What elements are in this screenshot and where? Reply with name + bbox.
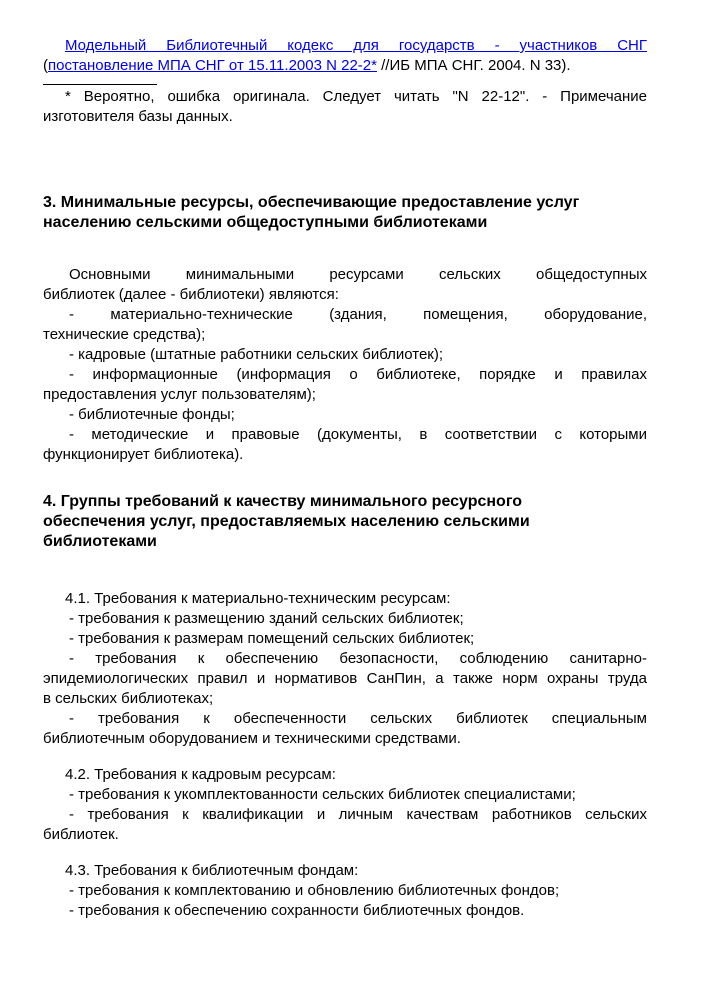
s43-line-3: - требования к обеспечению сохранности библиотечных фондов. [69, 902, 525, 919]
s42-line-2: - требования к укомплектованности сельских библиотек специалистами; [69, 786, 576, 803]
s41-line-2: - требования к размещению зданий сельских библиотек; [69, 610, 464, 627]
s42-line-4: библиотек. [43, 826, 119, 843]
s3-line-1: Основными минимальными ресурсами сельских общедоступных [69, 266, 647, 283]
section-4-2 [43, 765, 647, 845]
s41-line-7: - требования к обеспеченности сельских библиотек специальным [69, 710, 647, 727]
section-3-title [43, 193, 647, 233]
s42-line-3: - требования к квалификации и личным качествам работников сельских [69, 806, 647, 823]
section-4-title-line-2: обеспечения услуг, предоставляемых населению сельскими [43, 513, 530, 530]
footnote-line-2: изготовителя базы данных. [43, 108, 233, 125]
section-3-title-line-1: 3. Минимальные ресурсы, обеспечивающие предоставление услуг [43, 194, 580, 211]
s3-line-5: - кадровые (штатные работники сельских библиотек); [69, 346, 444, 363]
s3-line-3: - материально-технические (здания, помещения, оборудование, [69, 306, 647, 323]
s42-line-1: 4.2. Требования к кадровым ресурсам: [65, 766, 336, 783]
s41-line-5: эпидемиологических правил и нормативов СанПин, а также норм охраны труда [43, 670, 647, 687]
section-3-body [43, 265, 647, 465]
s3-line-8: - библиотечные фонды; [69, 406, 235, 423]
s41-line-6: в сельских библиотеках; [43, 690, 214, 707]
section-4-title-line-1: 4. Группы требований к качеству минимального ресурсного [43, 493, 523, 510]
s3-line-6: - информационные (информация о библиотеке, порядке и правилах [69, 366, 647, 383]
paren-open: ( [43, 57, 48, 74]
s3-line-9: - методические и правовые (документы, в соответствии с которыми [69, 426, 647, 443]
s3-line-10: функционирует библиотека). [43, 446, 244, 463]
footnote-line-1: * Вероятно, ошибка оригинала. Следует читать "N 22-12". - Примечание [65, 88, 647, 105]
source-reference-line-2 [43, 56, 647, 76]
s41-line-1: 4.1. Требования к материально-техническим ресурсам: [65, 590, 451, 607]
s3-line-7: предоставления услуг пользователям); [43, 386, 316, 403]
mpa-resolution-link[interactable]: постановление МПА СНГ от 15.11.2003 N 22-2* [48, 57, 377, 74]
section-4-1 [43, 589, 647, 749]
footnote-divider [43, 84, 157, 85]
s43-line-2: - требования к комплектованию и обновлению библиотечных фондов; [69, 882, 560, 899]
reference-rest: //ИБ МПА СНГ. 2004. N 33). [376, 57, 571, 74]
s41-line-3: - требования к размерам помещений сельских библиотек; [69, 630, 475, 647]
document-page [43, 36, 647, 921]
model-library-code-link[interactable]: Модельный Библиотечный кодекс для государств - участников СНГ [65, 37, 647, 54]
section-4-title-line-3: библиотеками [43, 533, 157, 550]
source-reference-line-1 [43, 36, 647, 56]
section-4-title [43, 492, 647, 552]
s41-line-8: библиотечным оборудованием и техническими средствами. [43, 730, 461, 747]
s43-line-1: 4.3. Требования к библиотечным фондам: [65, 862, 359, 879]
section-4-3 [43, 861, 647, 921]
s3-line-2: библиотек (далее - библиотеки) являются: [43, 286, 339, 303]
s41-line-4: - требования к обеспечению безопасности, соблюдению санитарно- [69, 650, 647, 667]
section-3-title-line-2: населению сельскими общедоступными библиотеками [43, 214, 488, 231]
s3-line-4: технические средства); [43, 326, 206, 343]
